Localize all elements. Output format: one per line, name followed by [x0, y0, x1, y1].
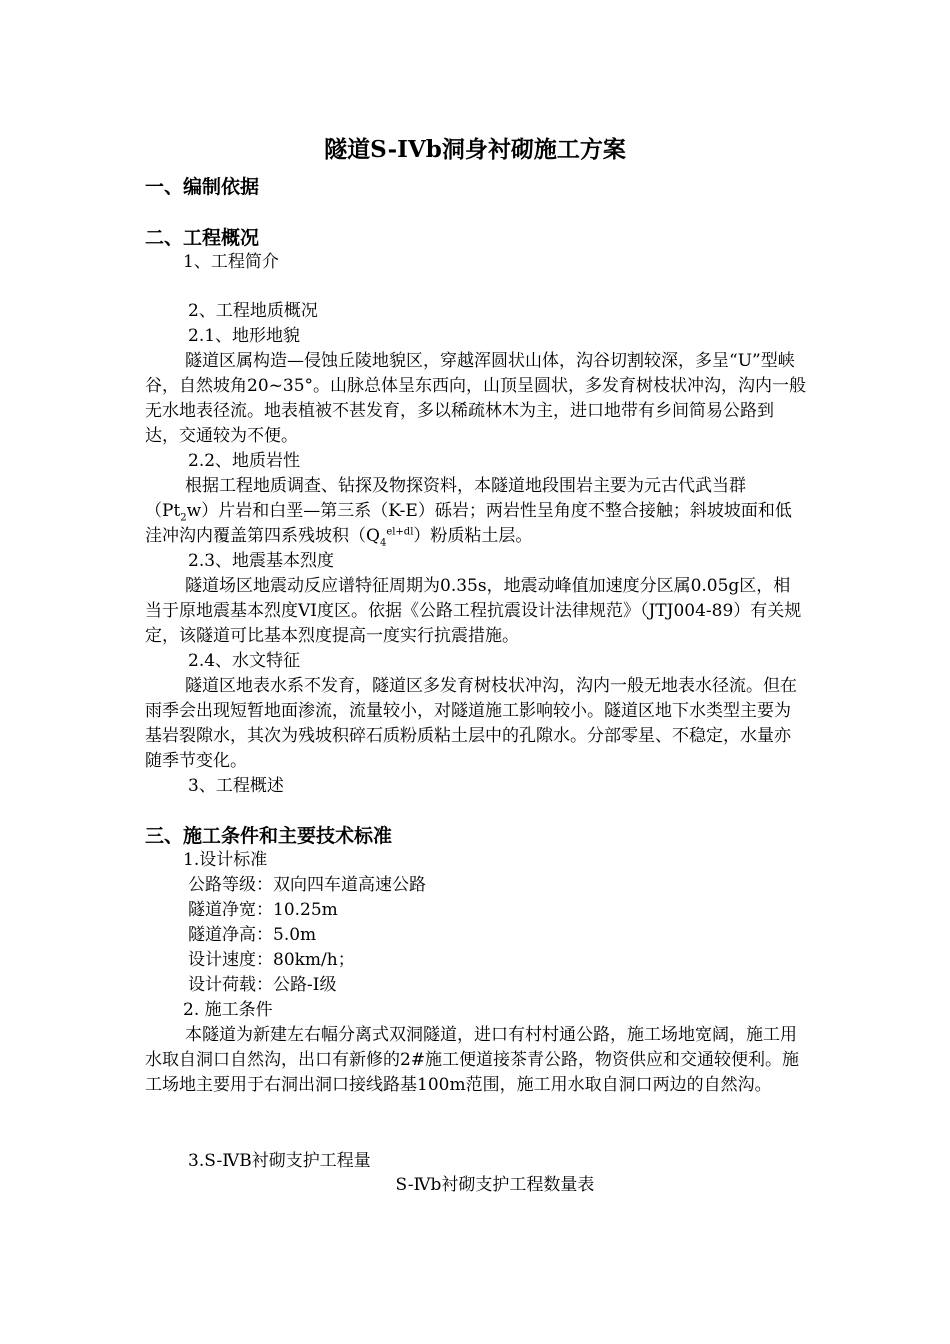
standard-road-grade: 公路等级：双向四车道高速公路	[188, 875, 426, 895]
table-caption: S-Ⅳb衬砌支护工程数量表	[395, 1175, 595, 1195]
section-heading-overview: 二、工程概况	[145, 227, 260, 249]
lithology-text-b: w）片岩和白垩—第三系（K-E）砾岩；两岩性呈角度不整合接触；斜坡坡面和低洼冲沟内覆盖第四系残坡积（Q	[145, 501, 792, 546]
conditions-text: 本隧道为新建左右幅分离式双洞隧道，进口有村村通公路，施工场地宽阔，施工用水取自洞口自然沟，出口有新修的2#施工便道接茶青公路，物资供应和交通较便利。施工场地主要用于右洞出洞口接线路基100m范围，施工用水取自洞口两边的自然沟。	[145, 1025, 800, 1095]
subheading-terrain: 2.1、地形地貌	[188, 326, 301, 346]
paragraph-seismic	[145, 574, 807, 649]
lithology-subscript-q: 4	[379, 537, 387, 549]
subheading-design-standards: 1.设计标准	[183, 850, 268, 870]
subheading-quantities: 3.S-ⅣB衬砌支护工程量	[188, 1151, 371, 1171]
subheading-project-summary: 3、工程概述	[188, 776, 284, 796]
lithology-text-c: ）粉质粘土层。	[413, 526, 533, 546]
paragraph-conditions	[145, 1023, 807, 1098]
lithology-text-a: 根据工程地质调查、钻探及物探资料，本隧道地段围岩主要为元古代武当群（Pt	[145, 476, 746, 521]
standard-design-speed: 设计速度：80km/h；	[188, 950, 355, 970]
page-title: 隧道S-IVb洞身衬砌施工方案	[324, 136, 626, 163]
lithology-subscript: 2	[180, 512, 187, 524]
subheading-project-intro: 1、工程简介	[183, 252, 279, 272]
standard-tunnel-height: 隧道净高：5.0m	[188, 925, 317, 945]
section-heading-conditions: 三、施工条件和主要技术标准	[145, 825, 393, 847]
section-heading-basis: 一、编制依据	[145, 176, 260, 198]
seismic-text: 隧道场区地震动反应谱特征周期为0.35s，地震动峰值加速度分区属0.05g区，相当于原地震基本烈度VI度区。依据《公路工程抗震设计法律规范》（JTJ004-89）有关规定，该隧道可比基本烈度提高一度实行抗震措施。	[145, 576, 802, 646]
standard-tunnel-width: 隧道净宽：10.25m	[188, 900, 338, 920]
lithology-superscript: el+dl	[386, 526, 414, 538]
subheading-seismic: 2.3、地震基本烈度	[188, 551, 335, 571]
subheading-hydrology: 2.4、水文特征	[188, 651, 301, 671]
subheading-geology: 2、工程地质概况	[188, 301, 318, 321]
subheading-lithology: 2.2、地质岩性	[188, 451, 301, 471]
subheading-construction-conditions: 2. 施工条件	[183, 1000, 273, 1020]
paragraph-terrain	[145, 349, 807, 449]
terrain-text: 隧道区属构造—侵蚀丘陵地貌区，穿越浑圆状山体，沟谷切割较深，多呈“U”型峡谷，自然坡角20~35°。山脉总体呈东西向，山顶呈圆状，多发育树枝状冲沟，沟内一般无水地表径流。地表植被不甚发育，多以稀疏林木为主，进口地带有乡间简易公路到达，交通较为不便。	[145, 351, 807, 446]
hydrology-text: 隧道区地表水系不发育，隧道区多发育树枝状冲沟，沟内一般无地表水径流。但在雨季会出现短暂地面渗流，流量较小，对隧道施工影响较小。隧道区地下水类型主要为基岩裂隙水，其次为残坡积碎石质粉质粘土层中的孔隙水。分部零星、不稳定，水量亦随季节变化。	[145, 676, 797, 771]
standard-design-load: 设计荷载：公路-Ⅰ级	[188, 975, 337, 995]
paragraph-hydrology	[145, 674, 807, 774]
paragraph-lithology	[145, 474, 807, 549]
